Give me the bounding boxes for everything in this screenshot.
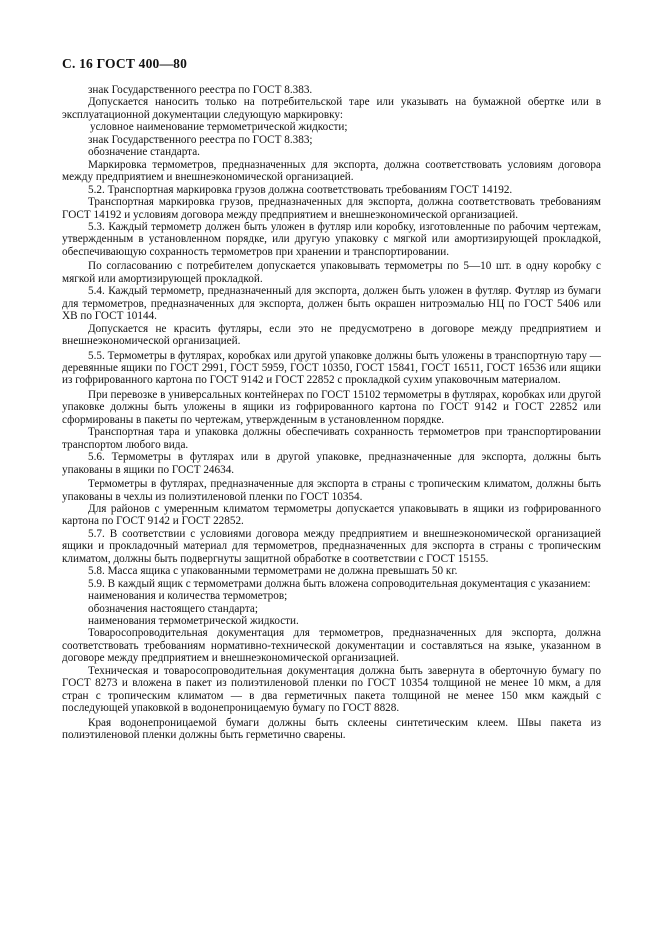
paragraph: По согласованию с потребителем допускается упаковывать термометры по 5—10 шт. в одну коробку с мягкой или амортизирующей прокладкой.	[62, 260, 601, 285]
document-body	[62, 84, 601, 742]
paragraph: 5.6. Термометры в футлярах или в другой упаковке, предназначенные для экспорта, должны быть упакованы в ящики по ГОСТ 24634.	[62, 451, 601, 476]
paragraph: 5.4. Каждый термометр, предназначенный для экспорта, должен быть уложен в футляр. Футляр из бумаги для термометров, предназначенных для экспорта, должен быть окрашен нитроэмалью НЦ по ГОСТ 5406 или ХВ по ГОСТ 10144.	[62, 285, 601, 323]
paragraph: Термометры в футлярах, предназначенные для экспорта в страны с тропическим климатом, должны быть упакованы в чехлы из полиэтиленовой пленки по ГОСТ 10354.	[62, 478, 601, 503]
paragraph: При перевозке в универсальных контейнерах по ГОСТ 15102 термометры в футлярах, коробках или другой упаковке должны быть уложены в ящики из гофрированного картона по ГОСТ 9142 и ГОСТ 22852 или сформированы в пакеты по чертежам, утвержденным в установленном порядке.	[62, 388, 601, 426]
paragraph: Маркировка термометров, предназначенных для экспорта, должна соответствовать условиям договора между предприятием и внешнеэкономической организацией.	[62, 158, 601, 184]
paragraph: Края водонепроницаемой бумаги должны быть склеены синтетическим клеем. Швы пакета из полиэтиленовой пленки должны быть герметично сварены.	[62, 716, 601, 742]
paragraph: Товаросопроводительная документация для термометров, предназначенных для экспорта, должна соответствовать требованиям нормативно-технической документации и составляться на языке, указанном в договоре между предприятием и внешнеэкономической организацией.	[62, 627, 601, 665]
paragraph: Допускается наносить только на потребительской таре или указывать на бумажной обертке или в эксплуатационной документации следующую маркировку:	[62, 96, 601, 121]
paragraph: обозначения настоящего стандарта;	[88, 602, 258, 615]
paragraph: знак Государственного реестра по ГОСТ 8.383;	[88, 133, 313, 146]
paragraph: 5.3. Каждый термометр должен быть уложен в футляр или коробку, изготовленные по рабочим чертежам, утвержденным в установленном порядке, или другую упаковку с мягкой или амортизирующей прокладкой, обеспечивающую сохранность термометров при хранении и транспортировании.	[62, 220, 601, 258]
paragraph: Для районов с умеренным климатом термометры допускается упаковывать в ящики из гофрированного картона по ГОСТ 9142 и ГОСТ 22852.	[62, 502, 601, 528]
paragraph: условное наименование термометрической жидкости;	[90, 121, 348, 134]
paragraph: Техническая и товаросопроводительная документация должна быть завернута в оберточную бумагу по ГОСТ 8273 и вложена в пакет из полиэтиленовой пленки по ГОСТ 10354 толщиной не менее 10 мкм, а для стран с тропическим климатом — в два герметичных пакета толщиной не менее 150 мкм каждый с последующей упаковкой в водонепроницаемую бумагу по ГОСТ 8828.	[62, 664, 601, 715]
paragraph: 5.7. В соответствии с условиями договора между предприятием и внешнеэкономической организацией ящики и прокладочный материал для термометров, предназначенных для экспорта в страны с тропическим климатом, должны быть подвергнуты защитной обработке в соответствии с ГОСТ 15155.	[62, 527, 601, 565]
paragraph: 5.5. Термометры в футлярах, коробках или другой упаковке должны быть уложены в транспортную тару — деревянные ящики по ГОСТ 2991, ГОСТ 5959, ГОСТ 10350, ГОСТ 15841, ГОСТ 16511, ГОСТ 16536 или ящики из гофрированного картона по ГОСТ 9142 и ГОСТ 22852 с прокладкой сухим упаковочным материалом.	[62, 349, 601, 387]
paragraph: обозначение стандарта.	[88, 146, 200, 159]
paragraph: 5.2. Транспортная маркировка грузов должна соответствовать требованиям ГОСТ 14192.	[88, 183, 513, 196]
paragraph: наименования термометрической жидкости.	[88, 615, 299, 628]
paragraph: Транспортная тара и упаковка должны обеспечивать сохранность термометров при транспортировании транспортом любого вида.	[62, 426, 601, 451]
paragraph: Транспортная маркировка грузов, предназначенных для экспорта, должна соответствовать требованиям ГОСТ 14192 и условиям договора между предприятием и внешнеэкономической организацией.	[62, 196, 601, 221]
paragraph: 5.8. Масса ящика с упакованными термометрами не должна превышать 50 кг.	[88, 565, 458, 578]
paragraph: Допускается не красить футляры, если это не предусмотрено в договоре между предприятием и внешнеэкономической организацией.	[62, 322, 601, 348]
page-header: С. 16 ГОСТ 400—80	[62, 56, 188, 71]
paragraph: наименования и количества термометров;	[88, 590, 288, 603]
paragraph: 5.9. В каждый ящик с термометрами должна быть вложена сопроводительная документация с указанием:	[88, 577, 591, 590]
paragraph: знак Государственного реестра по ГОСТ 8.383.	[88, 84, 313, 96]
